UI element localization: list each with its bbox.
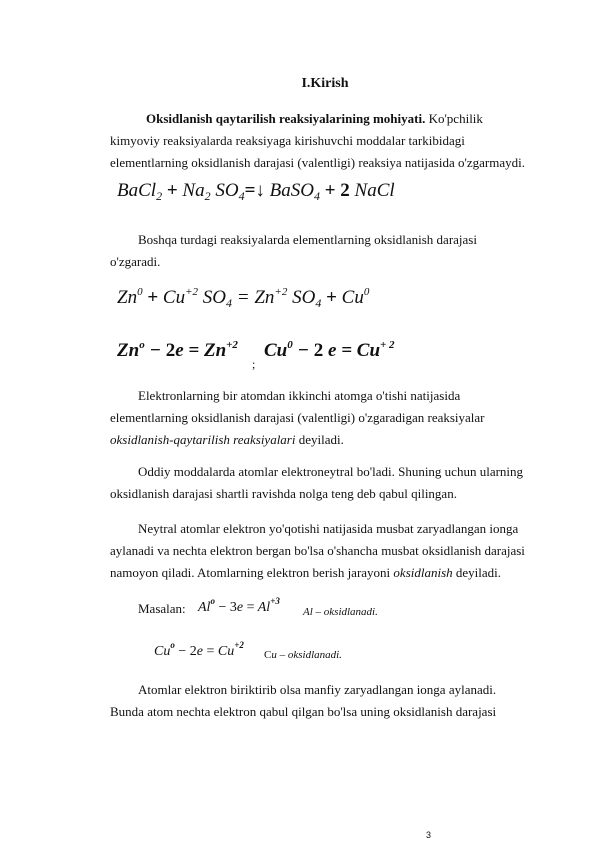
para4-line-2: oksidlanish darajasi shartli ravishda nolga teng deb qabul qilingan.	[110, 486, 457, 501]
para2-line-2: o'zgaradi.	[110, 254, 161, 269]
intro-line-3: elementlarning oksidlanish darajasi (valentligi) reaksiya natijasida o'zgarmaydi.	[110, 155, 525, 170]
para5-line-1: Neytral atomlar elektron yo'qotishi natijasida musbat zaryadlangan ionga	[138, 521, 519, 536]
example-cu-note: Cu – oksidlanadi.	[264, 649, 342, 661]
example-al-equation: $Al^o - 3e = Al^{+3}$	[198, 596, 280, 615]
para2-line-1: Boshqa turdagi reaksiyalarda elementlarning oksidlanish darajasi	[138, 232, 477, 247]
para5-line-2: aylanadi va nechta elektron bergan bo'lsa o'shancha musbat oksidlanish darajasi	[110, 543, 525, 558]
example-cu-equation: $Cu^o - 2e = Cu^{+2}$	[154, 640, 244, 659]
example-al-note: Al – oksidlanadi.	[303, 606, 378, 618]
intro-rest: Ko'pchilik	[428, 111, 483, 126]
para5-line-3: namoyon qiladi. Atomlarning elektron berish jarayoni oksidlanish deyiladi.	[110, 565, 502, 580]
equation-zn-cuso4: $Zn^0 + Cu^{+2}$ $SO_4 = Zn^{+2}$ $SO_4 + Cu^0$	[117, 286, 370, 310]
half-reaction-cu: Cu$^0$ − 2 $e = Cu^{+ 2}$	[264, 339, 395, 361]
term-oxidation: oksidlanish	[393, 565, 453, 580]
para3-line-2: elementlarning oksidlanish darajasi (valentligi) o'zgaradigan reaksiyalar	[110, 410, 485, 425]
equation-separator: ;	[252, 357, 256, 371]
para3-line-3: oksidlanish-qaytarilish reaksiyalari deyiladi.	[110, 432, 344, 447]
intro-heading: Oksidlanish qaytarilish reaksiyalarining mohiyati.	[146, 111, 426, 126]
intro-line-1	[146, 109, 483, 129]
para3-line-1: Elektronlarning bir atomdan ikkinchi atomga o'tishi natijasida	[138, 388, 461, 403]
intro-line-2: kimyoviy reaksiyalarda reaksiyaga kirishuvchi moddalar tarkibidagi	[110, 133, 465, 148]
page-number: 3	[426, 830, 432, 840]
para4-line-1: Oddiy moddalarda atomlar elektroneytral bo'ladi. Shuning uchun ularning	[138, 464, 524, 479]
term-redox: oksidlanish-qaytarilish reaksiyalari	[110, 432, 296, 447]
para6-line-2: Bunda atom nechta elektron qabul qilgan bo'lsa uning oksidlanish darajasi	[110, 704, 497, 719]
section-title: I.Kirish	[301, 76, 349, 91]
example-label: Masalan:	[138, 601, 186, 616]
para6-line-1: Atomlar elektron biriktirib olsa manfiy zaryadlangan ionga aylanadi.	[138, 682, 497, 697]
half-reaction-zn: $Zn^o - 2e = Zn^{+2}$	[117, 339, 238, 361]
equation-bacl2: BaCl$_2$ + $Na_2$ $SO_4=↓$ BaSO$_4$ + 2 NaCl	[117, 180, 395, 203]
